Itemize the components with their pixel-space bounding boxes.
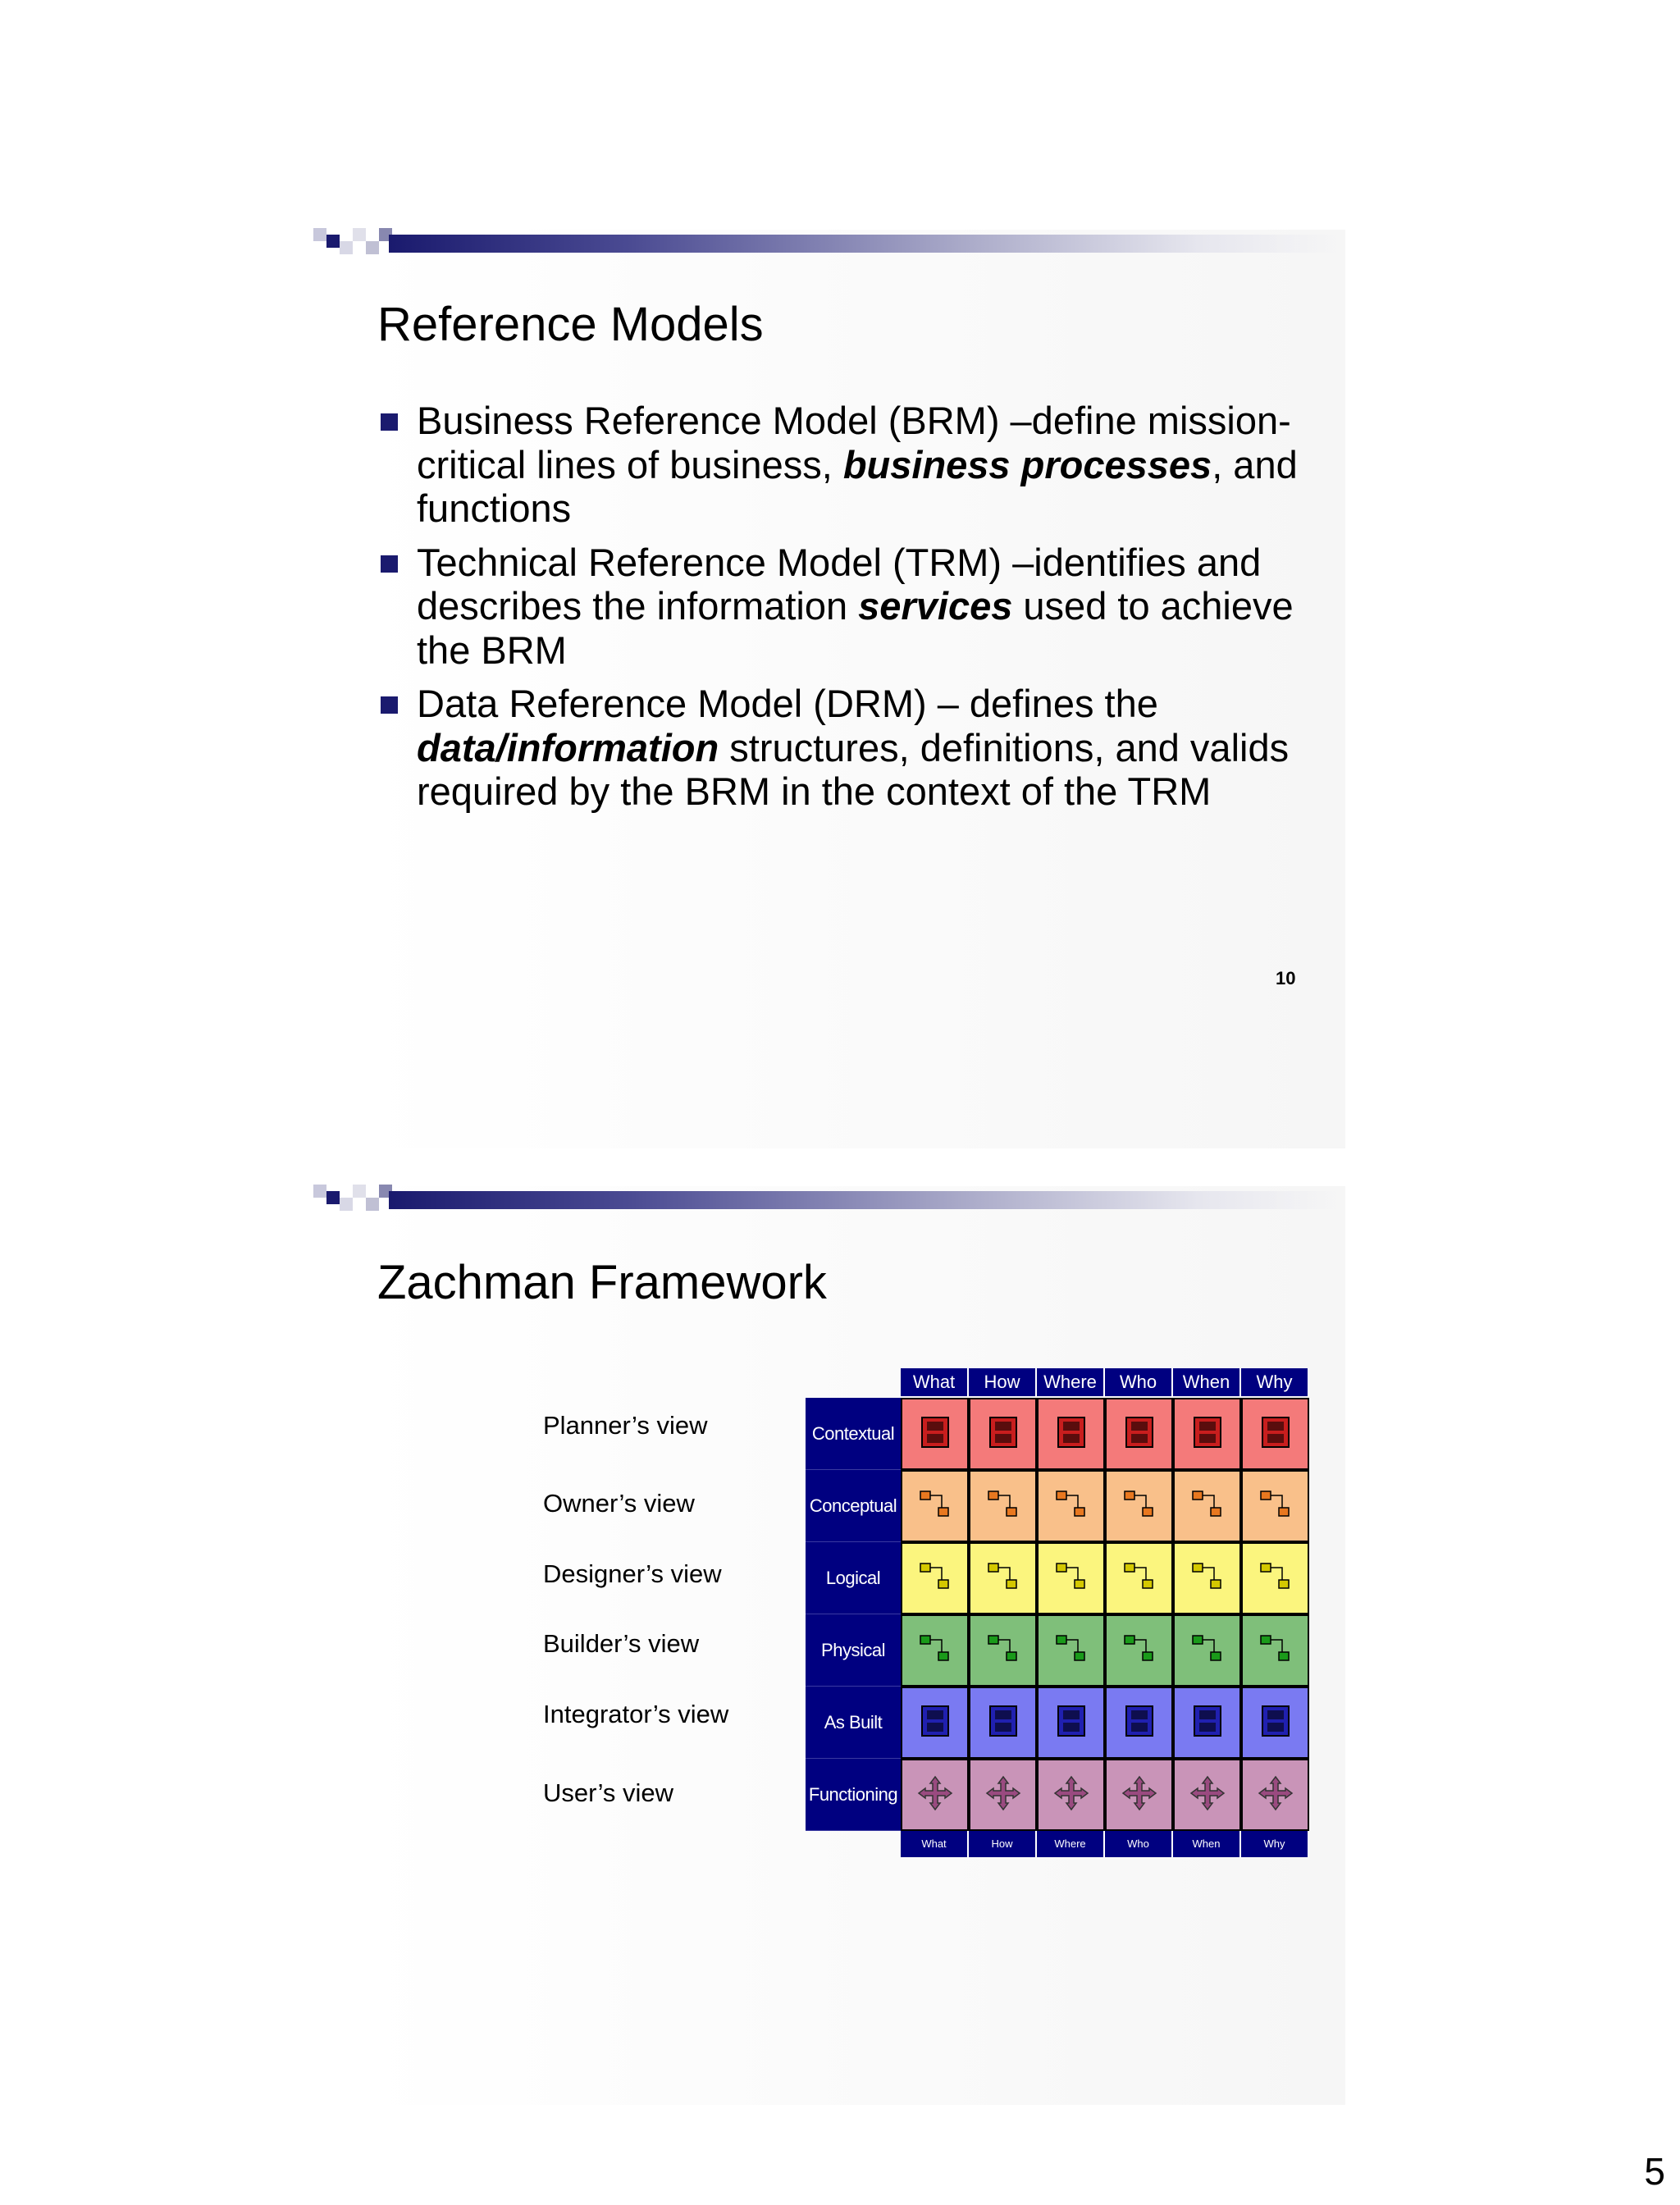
grid-cell (1105, 1614, 1173, 1687)
model-icon (1121, 1486, 1157, 1527)
column-header: When (1173, 1368, 1241, 1396)
grid-cell (901, 1687, 969, 1759)
view-label: Owner’s view (543, 1489, 695, 1518)
model-icon (1053, 1486, 1089, 1527)
book-icon (917, 1703, 953, 1743)
model-icon (917, 1486, 953, 1527)
model-icon (1258, 1486, 1294, 1527)
slide-title: Reference Models (377, 298, 764, 351)
page-number: 5 (1644, 2150, 1665, 2193)
book-icon (917, 1414, 953, 1454)
column-footer: What (901, 1829, 969, 1857)
column-header: Who (1105, 1368, 1173, 1396)
view-label: Planner’s view (543, 1411, 708, 1440)
grid-cell (1173, 1542, 1241, 1614)
grid-cell (1241, 1614, 1309, 1687)
zachman-grid (806, 1368, 1310, 1860)
row-header: Physical (806, 1614, 901, 1687)
grid-cell (969, 1398, 1037, 1470)
grid-cell (901, 1759, 969, 1831)
row-header: Logical (806, 1542, 901, 1614)
row-header: Contextual (806, 1398, 901, 1470)
model-icon (917, 1631, 953, 1671)
grid-cell (1105, 1687, 1173, 1759)
grid-cell (1037, 1542, 1105, 1614)
grid-cell (969, 1759, 1037, 1831)
emphasis-text: data/information (417, 725, 719, 769)
book-icon (1189, 1703, 1226, 1743)
square-bullet-icon (381, 413, 398, 431)
grid-cell (1241, 1470, 1309, 1542)
emphasis-text: services (858, 584, 1013, 628)
row-header: As Built (806, 1687, 901, 1759)
grid-cell (1037, 1614, 1105, 1687)
model-icon (1189, 1486, 1226, 1527)
column-footer: Why (1241, 1829, 1309, 1857)
grid-cell (1037, 1759, 1105, 1831)
slide-title: Zachman Framework (377, 1256, 827, 1309)
book-icon (1189, 1414, 1226, 1454)
arrows-icon (1121, 1775, 1157, 1815)
bullet-text: used to achieve the BRM (417, 584, 1294, 672)
bullet-text: Data Reference Model (DRM) – defines the (417, 682, 1158, 725)
grid-cell (1241, 1398, 1309, 1470)
model-icon (1258, 1631, 1294, 1671)
model-icon (1053, 1559, 1089, 1599)
arrows-icon (1053, 1775, 1089, 1815)
model-icon (985, 1631, 1021, 1671)
grid-cell (1173, 1759, 1241, 1831)
grid-cell (901, 1614, 969, 1687)
model-icon (985, 1486, 1021, 1527)
square-bullet-icon (381, 555, 398, 573)
model-icon (1121, 1559, 1157, 1599)
grid-cell (969, 1687, 1037, 1759)
model-icon (985, 1559, 1021, 1599)
grid-cell (1241, 1542, 1309, 1614)
row-header: Functioning (806, 1759, 901, 1831)
book-icon (985, 1703, 1021, 1743)
bullet-text: Technical Reference Model (TRM) –identifies and describes the information (417, 540, 1262, 628)
book-icon (1053, 1414, 1089, 1454)
book-icon (1053, 1703, 1089, 1743)
column-header: What (901, 1368, 969, 1396)
model-icon (1258, 1559, 1294, 1599)
grid-cell (1105, 1470, 1173, 1542)
slide-number: 10 (1276, 968, 1296, 988)
grid-cell (1173, 1687, 1241, 1759)
grid-cell (969, 1542, 1037, 1614)
bullet-text: Business Reference Model (BRM) –define mission-critical lines of business, (417, 399, 1291, 486)
slide-2-header-bar (313, 1185, 1347, 1224)
grid-cell (1173, 1470, 1241, 1542)
book-icon (1258, 1703, 1294, 1743)
view-label: Integrator’s view (543, 1700, 729, 1728)
model-icon (1189, 1631, 1226, 1671)
model-icon (1121, 1631, 1157, 1671)
view-label: User’s view (543, 1778, 674, 1807)
book-icon (1121, 1703, 1157, 1743)
emphasis-text: business processes (842, 442, 1212, 486)
grid-cell (1173, 1398, 1241, 1470)
arrows-icon (1258, 1775, 1294, 1815)
grid-cell (1105, 1542, 1173, 1614)
arrows-icon (985, 1775, 1021, 1815)
model-icon (1189, 1559, 1226, 1599)
grid-cell (1105, 1398, 1173, 1470)
grid-cell (969, 1470, 1037, 1542)
grid-cell (1241, 1759, 1309, 1831)
grid-cell (1037, 1687, 1105, 1759)
grid-cell (969, 1614, 1037, 1687)
grid-cell (1173, 1614, 1241, 1687)
column-header: How (969, 1368, 1037, 1396)
row-header: Conceptual (806, 1470, 901, 1542)
grid-cell (1241, 1687, 1309, 1759)
grid-cell (1105, 1759, 1173, 1831)
arrows-icon (917, 1775, 953, 1815)
column-header: Why (1241, 1368, 1309, 1396)
column-footer: Where (1037, 1829, 1105, 1857)
column-footer: How (969, 1829, 1037, 1857)
slide-1-header-bar (313, 228, 1347, 267)
grid-cell (901, 1470, 969, 1542)
bullet-list (379, 399, 1314, 824)
grid-cell (1037, 1470, 1105, 1542)
model-icon (1053, 1631, 1089, 1671)
grid-cell (901, 1398, 969, 1470)
bullet-text: , and functions (417, 442, 1298, 530)
grid-cell (901, 1542, 969, 1614)
view-label: Builder’s view (543, 1629, 700, 1658)
grid-cell (1037, 1398, 1105, 1470)
column-header: Where (1037, 1368, 1105, 1396)
square-bullet-icon (381, 696, 398, 714)
view-label: Designer’s view (543, 1559, 722, 1588)
book-icon (1121, 1414, 1157, 1454)
book-icon (1258, 1414, 1294, 1454)
bullet-item (379, 682, 1314, 814)
column-footer: When (1173, 1829, 1241, 1857)
model-icon (917, 1559, 953, 1599)
column-footer: Who (1105, 1829, 1173, 1857)
book-icon (985, 1414, 1021, 1454)
bullet-item (379, 541, 1314, 673)
bullet-item (379, 399, 1314, 531)
arrows-icon (1189, 1775, 1226, 1815)
bullet-text: structures, definitions, and valids required by the BRM in the context of the TRM (417, 725, 1290, 813)
